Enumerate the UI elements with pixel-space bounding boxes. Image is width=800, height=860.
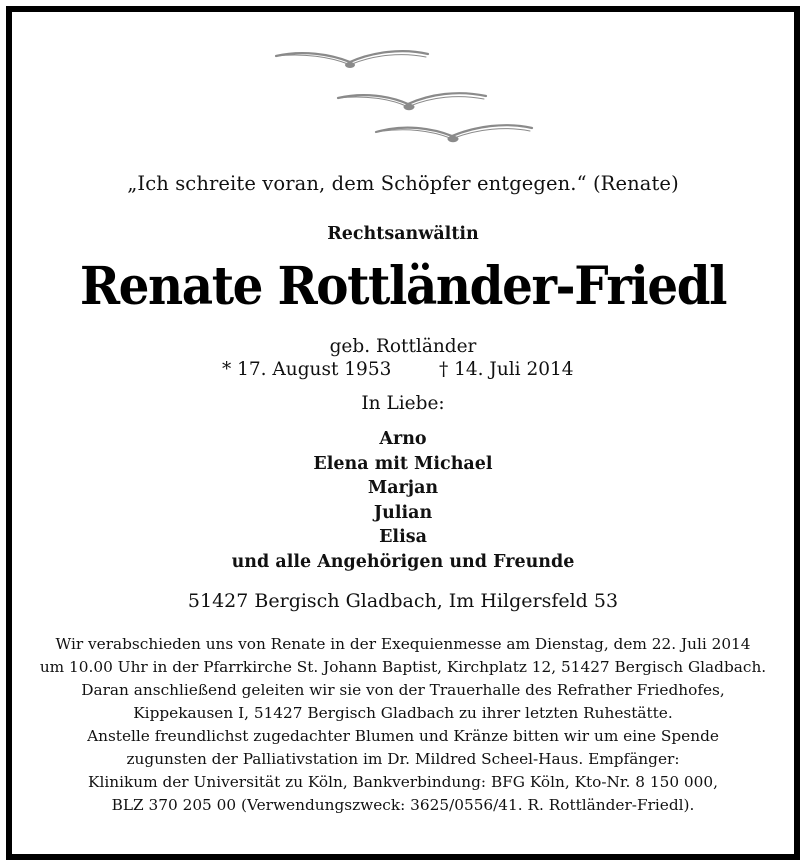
motto-quote: „Ich schreite voran, dem Schöpfer entgegen.“ (Renate) — [127, 172, 679, 195]
notice-line: Anstelle freundlichst zugedachter Blumen und Kränze bitten wir um eine Spende — [87, 727, 719, 745]
family-member: Arno — [379, 429, 427, 449]
death-date: † 14. Juli 2014 — [439, 359, 574, 380]
profession: Rechtsanwältin — [327, 224, 479, 244]
notice-line: zugunsten der Palliativstation im Dr. Mildred Scheel-Haus. Empfänger: — [126, 750, 680, 768]
notice-line: Kippekausen I, 51427 Bergisch Gladbach zu ihrer letzten Ruhestätte. — [133, 704, 673, 722]
notice-line: um 10.00 Uhr in der Pfarrkirche St. Johann Baptist, Kirchplatz 12, 51427 Bergisch Gladbach. — [39, 658, 767, 676]
life-dates — [12, 359, 794, 385]
family-member: Elisa — [379, 527, 427, 547]
bird-icon — [376, 125, 532, 142]
notice-line: Daran anschließend geleiten wir sie von der Trauerhalle des Refrather Friedhofes, — [81, 681, 725, 699]
notice-line: Wir verabschieden uns von Renate in der Exequienmesse am Dienstag, dem 22. Juli 2014 — [55, 635, 751, 653]
family-member: Marjan — [367, 478, 439, 498]
family-member: Julian — [373, 502, 433, 523]
address: 51427 Bergisch Gladbach, Im Hilgersfeld 53 — [187, 590, 619, 612]
notice-line: Klinikum der Universität zu Köln, Bankverbindung: BFG Köln, Kto-Nr. 8 150 000, — [88, 773, 718, 791]
bird-icon — [276, 51, 428, 68]
birds-illustration — [12, 12, 794, 162]
deceased-name: Renate Rottländer-Friedl — [79, 256, 727, 317]
family-list — [12, 427, 794, 574]
notice-line: BLZ 370 205 00 (Verwendungszweck: 3625/0556/41. R. Rottländer-Friedl). — [111, 796, 695, 814]
birth-date: * 17. August 1953 — [222, 359, 392, 380]
family-member: und alle Angehörigen und Freunde — [231, 551, 575, 572]
family-member: Elena mit Michael — [313, 453, 493, 474]
obituary-frame — [6, 6, 800, 860]
born-name: geb. Rottländer — [329, 336, 477, 357]
love-intro: In Liebe: — [361, 393, 445, 414]
funeral-notice — [12, 633, 794, 817]
bird-icon — [338, 93, 486, 110]
